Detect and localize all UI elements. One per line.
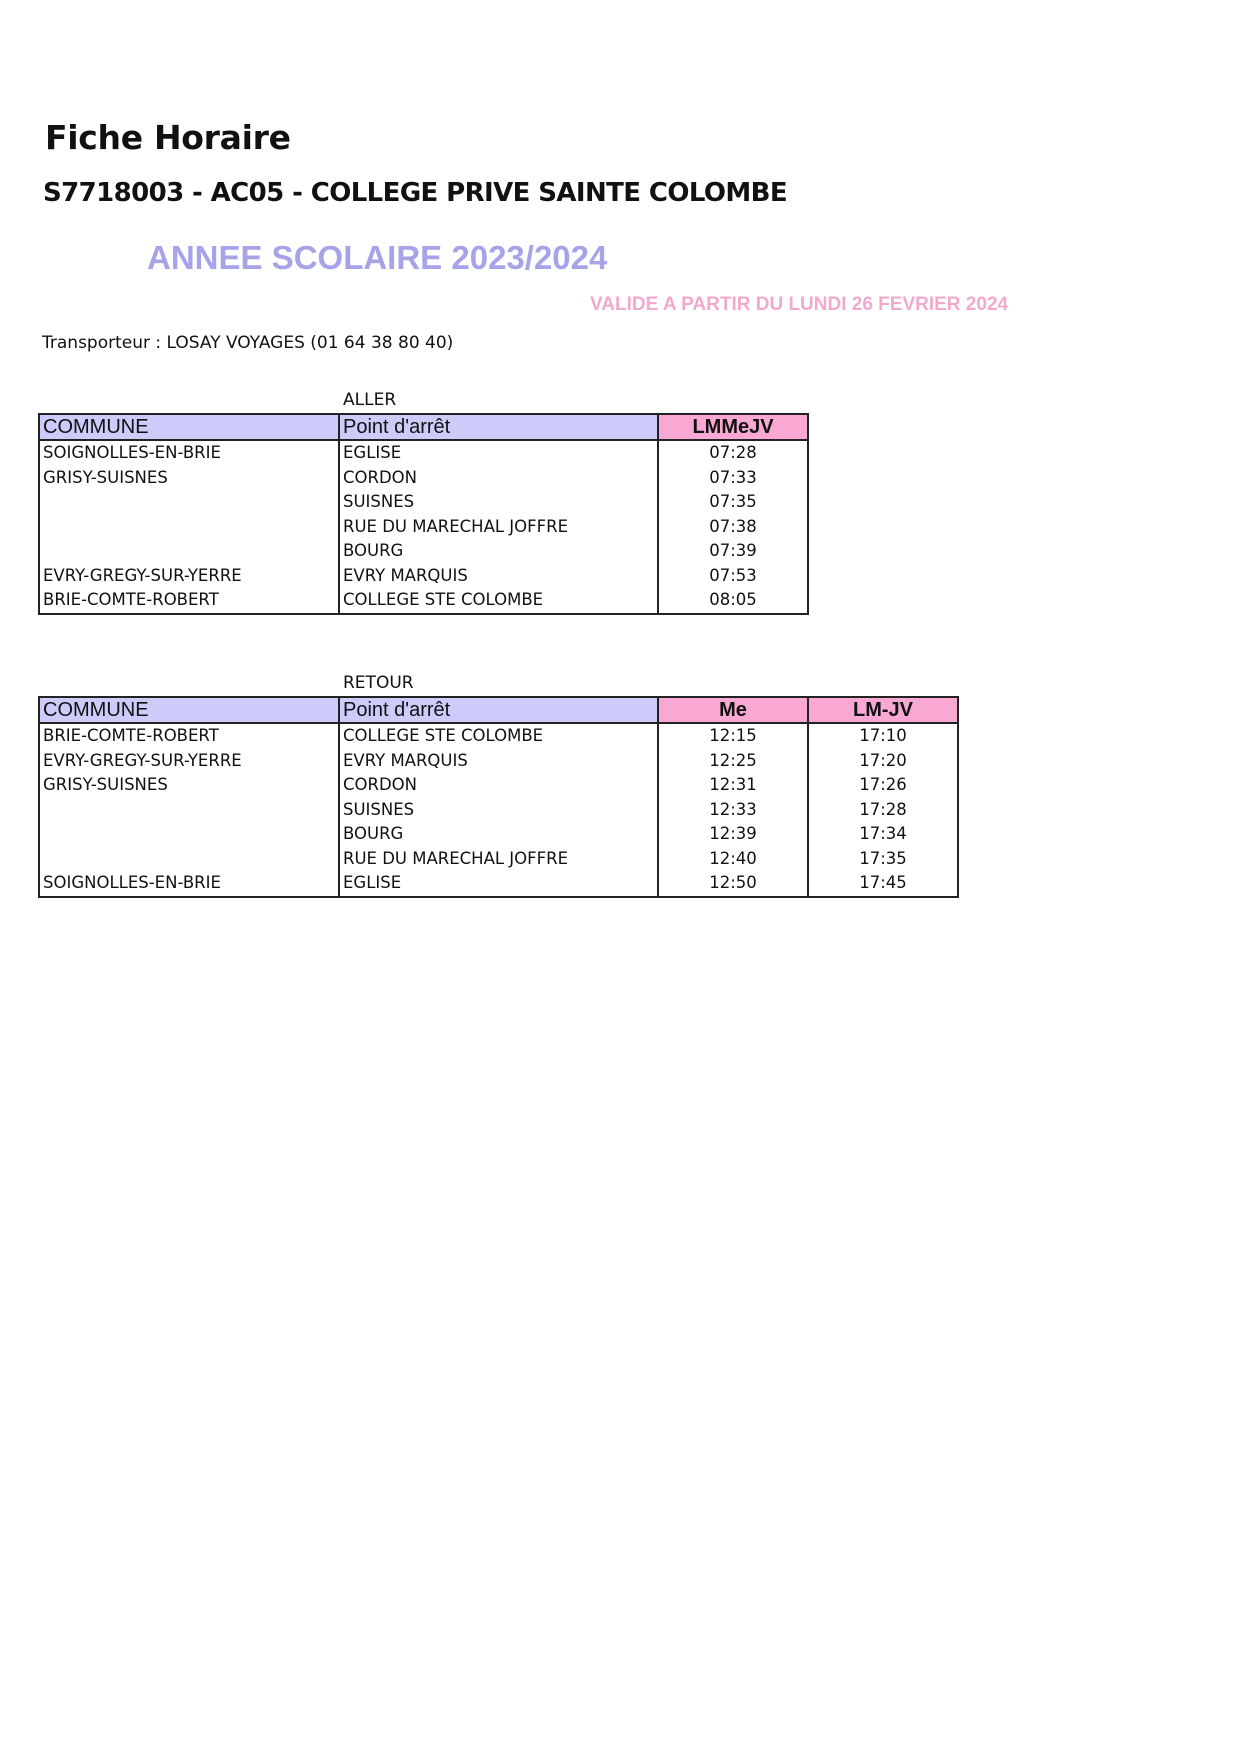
table-row xyxy=(39,490,808,515)
time-cell: 07:33 xyxy=(658,466,808,491)
table-row xyxy=(39,822,958,847)
stop-cell: CORDON xyxy=(339,773,658,798)
col-commune: COMMUNE xyxy=(39,697,339,723)
stop-cell: SUISNES xyxy=(339,490,658,515)
commune-cell: SOIGNOLLES-EN-BRIE xyxy=(39,871,339,897)
aller-timetable xyxy=(38,413,809,615)
stop-cell: EVRY MARQUIS xyxy=(339,564,658,589)
stop-cell: RUE DU MARECHAL JOFFRE xyxy=(339,847,658,872)
time-cell: 17:34 xyxy=(808,822,958,847)
stop-cell: COLLEGE STE COLOMBE xyxy=(339,588,658,614)
table-row xyxy=(39,466,808,491)
time-cell: 12:15 xyxy=(658,723,808,749)
time-cell: 12:33 xyxy=(658,798,808,823)
time-cell: 12:39 xyxy=(658,822,808,847)
commune-cell: GRISY-SUISNES xyxy=(39,466,339,491)
table-row xyxy=(39,440,808,466)
stop-cell: RUE DU MARECHAL JOFFRE xyxy=(339,515,658,540)
col-stop: Point d'arrêt xyxy=(339,697,658,723)
commune-cell: GRISY-SUISNES xyxy=(39,773,339,798)
commune-cell xyxy=(39,847,339,872)
time-cell: 17:35 xyxy=(808,847,958,872)
table-row xyxy=(39,588,808,614)
commune-cell: SOIGNOLLES-EN-BRIE xyxy=(39,440,339,466)
time-cell: 07:39 xyxy=(658,539,808,564)
commune-cell xyxy=(39,515,339,540)
retour-label: RETOUR xyxy=(343,673,414,693)
time-cell: 07:35 xyxy=(658,490,808,515)
commune-cell: BRIE-COMTE-ROBERT xyxy=(39,723,339,749)
table-row xyxy=(39,723,958,749)
time-cell: 12:25 xyxy=(658,749,808,774)
retour-timetable xyxy=(38,696,959,898)
time-cell: 17:10 xyxy=(808,723,958,749)
time-cell: 12:40 xyxy=(658,847,808,872)
commune-cell: EVRY-GREGY-SUR-YERRE xyxy=(39,564,339,589)
commune-cell xyxy=(39,539,339,564)
aller-label: ALLER xyxy=(343,390,397,410)
commune-cell xyxy=(39,490,339,515)
table-row xyxy=(39,539,808,564)
table-row xyxy=(39,798,958,823)
validity-notice: VALIDE A PARTIR DU LUNDI 26 FEVRIER 2024 xyxy=(590,294,1009,315)
col-commune: COMMUNE xyxy=(39,414,339,440)
time-cell: 12:50 xyxy=(658,871,808,897)
page-title: Fiche Horaire xyxy=(45,118,291,157)
time-cell: 17:26 xyxy=(808,773,958,798)
col-me: Me xyxy=(658,697,808,723)
stop-cell: SUISNES xyxy=(339,798,658,823)
table-header-row xyxy=(39,414,808,440)
commune-cell xyxy=(39,798,339,823)
time-cell: 07:38 xyxy=(658,515,808,540)
stop-cell: EVRY MARQUIS xyxy=(339,749,658,774)
time-cell: 08:05 xyxy=(658,588,808,614)
time-cell: 12:31 xyxy=(658,773,808,798)
school-year: ANNEE SCOLAIRE 2023/2024 xyxy=(147,239,608,276)
table-row xyxy=(39,564,808,589)
table-header-row xyxy=(39,697,958,723)
stop-cell: CORDON xyxy=(339,466,658,491)
col-stop: Point d'arrêt xyxy=(339,414,658,440)
stop-cell: COLLEGE STE COLOMBE xyxy=(339,723,658,749)
line-subtitle: S7718003 - AC05 - COLLEGE PRIVE SAINTE COLOMBE xyxy=(43,178,788,208)
time-cell: 17:28 xyxy=(808,798,958,823)
carrier-info: Transporteur : LOSAY VOYAGES (01 64 38 80 40) xyxy=(42,333,454,353)
time-cell: 17:45 xyxy=(808,871,958,897)
table-row xyxy=(39,515,808,540)
col-lmmejv: LMMeJV xyxy=(658,414,808,440)
time-cell: 17:20 xyxy=(808,749,958,774)
stop-cell: BOURG xyxy=(339,822,658,847)
stop-cell: EGLISE xyxy=(339,440,658,466)
time-cell: 07:28 xyxy=(658,440,808,466)
col-lm-jv: LM-JV xyxy=(808,697,958,723)
table-row xyxy=(39,871,958,897)
table-row xyxy=(39,847,958,872)
commune-cell xyxy=(39,822,339,847)
table-row xyxy=(39,749,958,774)
time-cell: 07:53 xyxy=(658,564,808,589)
stop-cell: BOURG xyxy=(339,539,658,564)
commune-cell: EVRY-GREGY-SUR-YERRE xyxy=(39,749,339,774)
table-row xyxy=(39,773,958,798)
commune-cell: BRIE-COMTE-ROBERT xyxy=(39,588,339,614)
stop-cell: EGLISE xyxy=(339,871,658,897)
